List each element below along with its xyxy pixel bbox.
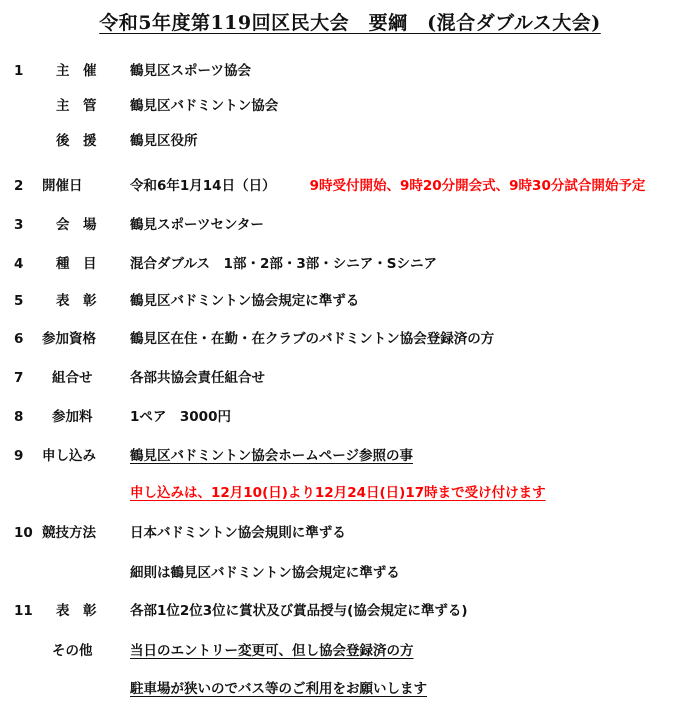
item-value: 細則は鶴見区バドミントン協会規定に準ずる [130, 565, 400, 581]
item-number: 9 [14, 448, 24, 464]
date-text: 令和6年1月14日（日） [130, 178, 276, 194]
item-value: 鶴見区在住・在勤・在クラブのバドミントン協会登録済の方 [130, 331, 495, 347]
item-label: 開催日 [42, 178, 83, 194]
item-label: 競技方法 [42, 525, 96, 541]
item-number: 7 [14, 370, 24, 386]
item-label: 主 管 [56, 98, 97, 114]
item-label: 後 援 [56, 133, 97, 149]
item-label: 主 催 [56, 63, 97, 79]
item-number: 10 [14, 525, 33, 541]
item-number: 3 [14, 217, 24, 233]
application-period: 申し込みは、12月10(日)より12月24日(日)17時まで受け付けます [130, 485, 546, 501]
item-label: 表 彰 [56, 293, 97, 309]
item-number: 8 [14, 409, 24, 425]
item-number: 4 [14, 256, 24, 272]
item-label: 参加資格 [42, 331, 96, 347]
item-value: 日本バドミントン協会規則に準ずる [130, 525, 346, 541]
item-value: 混合ダブルス 1部・2部・3部・シニア・Sシニア [130, 256, 437, 272]
item-label: 表 彰 [56, 603, 97, 619]
item-value: 鶴見区役所 [130, 133, 198, 149]
item-number: 2 [14, 178, 24, 194]
document-title: 令和5年度第119回区民大会 要綱 (混合ダブルス大会) [99, 12, 601, 34]
item-value [130, 175, 645, 197]
item-label: 組合せ [52, 370, 93, 386]
item-value: 鶴見区バドミントン協会 [130, 98, 279, 114]
item-number: 11 [14, 603, 33, 619]
item-label: 参加料 [52, 409, 93, 425]
schedule-note: 9時受付開始、9時20分開会式、9時30分試合開始予定 [309, 178, 646, 194]
item-label: 会 場 [56, 217, 97, 233]
item-label: 種 目 [56, 256, 97, 272]
parking-note: 駐車場が狭いのでバス等のご利用をお願いします [130, 681, 427, 697]
item-number: 1 [14, 63, 24, 79]
item-label: その他 [52, 643, 93, 659]
item-number: 6 [14, 331, 24, 347]
item-value: 各部1位2位3位に賞状及び賞品授与(協会規定に準ずる) [130, 603, 468, 619]
item-value: 1ペア 3000円 [130, 409, 231, 425]
item-number: 5 [14, 293, 24, 309]
item-value: 鶴見区バドミントン協会規定に準ずる [130, 293, 360, 309]
item-value: 当日のエントリー変更可、但し協会登録済の方 [130, 643, 414, 659]
item-value: 鶴見区スポーツ協会 [130, 63, 251, 79]
application-link[interactable]: 鶴見区バドミントン協会ホームページ参照の事 [130, 448, 413, 464]
item-value: 各部共協会責任組合せ [130, 370, 265, 386]
item-label: 申し込み [42, 448, 96, 464]
item-value: 鶴見スポーツセンター [130, 217, 264, 233]
